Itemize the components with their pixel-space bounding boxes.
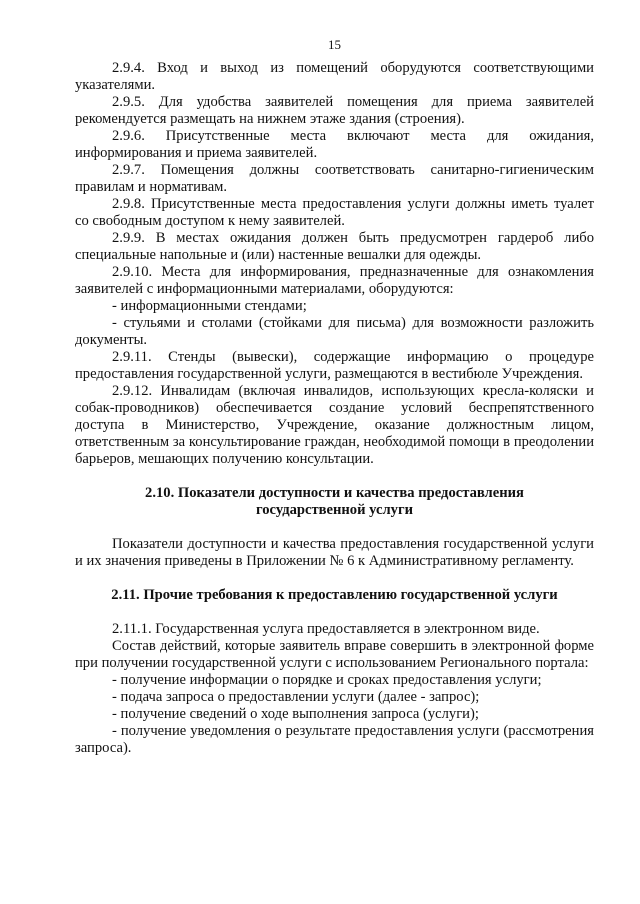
list-item: - получение уведомления о результате предоставления услуги (рассмотрения запроса). <box>75 723 594 756</box>
section-heading-2-10 <box>75 485 594 519</box>
section-heading-2-11: 2.11. Прочие требования к предоставлению государственной услуги <box>111 587 558 603</box>
paragraph-2-9-12: 2.9.12. Инвалидам (включая инвалидов, использующих кресла-коляски и собак-проводников) обеспечивается создание условий беспрепятственного доступа в Министерство, Учреждение, оказание должностным лицом, ответственным за консультирование граждан, необходимой помощи в преодолении барьеров, мешающих получению консультации. <box>75 383 594 467</box>
paragraph-2-9-11: 2.9.11. Стенды (вывески), содержащие информацию о процедуре предоставления государственной услуги, размещаются в вестибюле Учреждения. <box>75 349 594 382</box>
paragraph-2-11-intro: Состав действий, которые заявитель вправе совершить в электронной форме при получении государственной услуги с использованием Регионального портала: <box>75 638 594 671</box>
section-heading-line: 2.10. Показатели доступности и качества предоставления <box>145 485 524 501</box>
list-item: - получение информации о порядке и сроках предоставления услуги; <box>112 672 542 688</box>
section-heading-line: государственной услуги <box>255 502 414 518</box>
paragraph-2-11-1: 2.11.1. Государственная услуга предоставляется в электронном виде. <box>112 621 540 637</box>
list-item: - стульями и столами (стойками для письма) для возможности разложить документы. <box>75 315 594 348</box>
section-2-9 <box>75 60 594 468</box>
list-item: - подача запроса о предоставлении услуги (далее - запрос); <box>112 689 480 705</box>
paragraph-2-10-body: Показатели доступности и качества предоставления государственной услуги и их значения приведены в Приложении № 6 к Административному регламенту. <box>75 536 594 569</box>
paragraph-2-9-4: 2.9.4. Вход и выход из помещений оборудуются соответствующими указателями. <box>75 60 594 93</box>
list-item: - информационными стендами; <box>112 298 307 314</box>
list-item: - получение сведений о ходе выполнения запроса (услуги); <box>112 706 479 722</box>
page-number: 15 <box>328 37 341 52</box>
paragraph-2-9-7: 2.9.7. Помещения должны соответствовать санитарно-гигиеническим правилам и нормативам. <box>75 162 594 195</box>
paragraph-2-9-9: 2.9.9. В местах ожидания должен быть предусмотрен гардероб либо специальные напольные и (или) настенные вешалки для одежды. <box>75 230 594 263</box>
paragraph-2-9-10: 2.9.10. Места для информирования, предназначенные для ознакомления заявителей с информационными материалами, оборудуются: <box>75 264 594 297</box>
paragraph-2-9-6: 2.9.6. Присутственные места включают места для ожидания, информирования и приема заявителей. <box>75 128 594 161</box>
paragraph-2-9-8: 2.9.8. Присутственные места предоставления услуги должны иметь туалет со свободным доступом к нему заявителей. <box>75 196 594 229</box>
paragraph-2-9-5: 2.9.5. Для удобства заявителей помещения для приема заявителей рекомендуется размещать на нижнем этаже здания (строения). <box>75 94 594 127</box>
